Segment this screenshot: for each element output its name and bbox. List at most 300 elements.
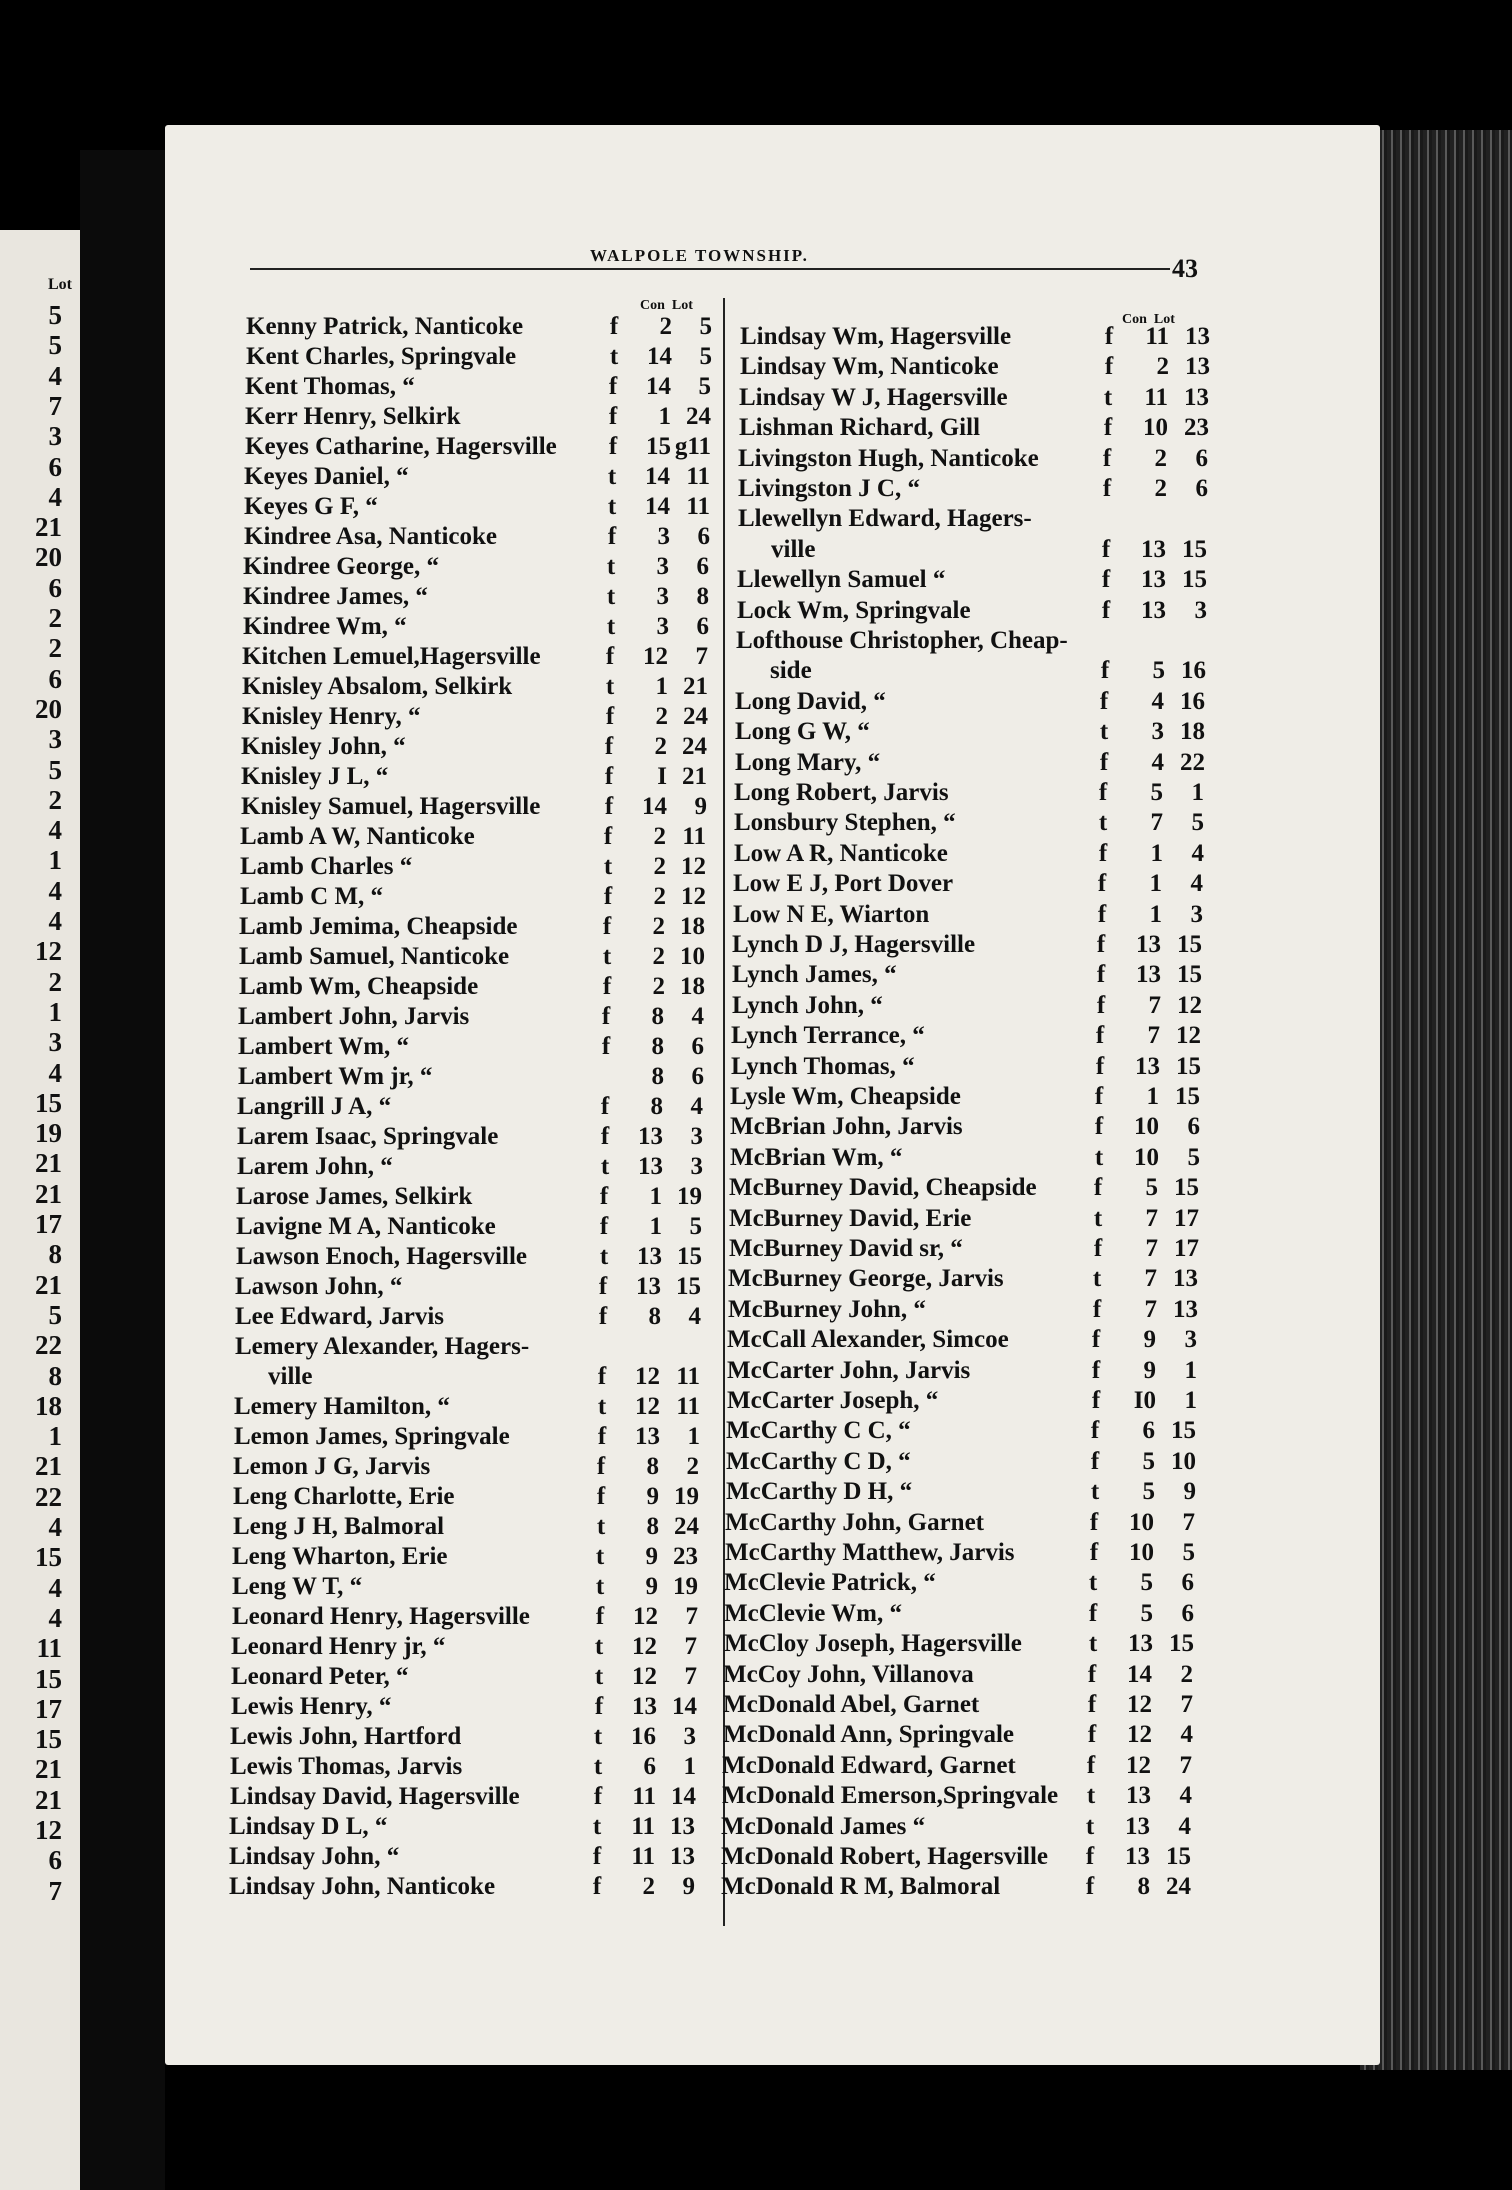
entry-concession: 5 [1150,779,1163,806]
entry-name: Leonard Peter, “ [231,1663,409,1690]
entry-lot: 8 [696,583,709,610]
entry-concession: 11 [1145,323,1169,350]
entry-tenure: f [1098,779,1108,806]
entry-name: Lynch Thomas, “ [731,1052,915,1080]
entry-lot: 4 [1180,1721,1193,1749]
directory-entry [722,1781,1196,1811]
directory-entry [236,1182,706,1212]
directory-entry [724,1568,1198,1598]
entry-name: Livingston Hugh, Nanticoke [738,444,1039,472]
entry-name: Lindsay Wm, Hagersville [740,323,1012,350]
entry-concession: 12 [632,1663,657,1690]
entry-concession: 10 [1134,1113,1159,1141]
directory-entry [241,732,711,762]
left-page-lot-number: 7 [48,1875,62,1906]
left-page-lot-number: 7 [48,390,62,421]
entry-lot: 22 [1180,748,1205,776]
entry-tenure: f [1096,991,1106,1019]
directory-entry [242,642,712,672]
entry-lot: 15 [1177,961,1202,989]
directory-entry [723,1660,1197,1690]
entry-concession: 7 [1147,1022,1160,1050]
left-page-lot-number: 21 [35,1148,62,1179]
entry-name: Lambert Wm jr, “ [238,1063,433,1090]
directory-entry [725,1508,1199,1538]
directory-entry [237,1092,707,1122]
entry-lot: 6 [696,553,709,580]
entry-tenure: t [606,613,616,640]
entry-name: Lonsbury Stephen, “ [734,809,956,837]
entry-name: Low A R, Nanticoke [734,839,948,867]
directory-entry [737,565,1211,595]
directory-entry [244,522,714,552]
entry-name: Kitchen Lemuel,Hagersville [242,643,541,670]
left-page-lot-number: 6 [48,572,62,603]
directory-entry [721,1872,1195,1902]
left-page-lot-number: 19 [35,1118,62,1149]
entry-name: Lynch James, “ [732,961,897,989]
entry-concession: 8 [646,1513,659,1540]
entry-concession: 2 [653,883,666,910]
entry-lot: 6 [1181,1599,1194,1627]
directory-entry [734,808,1208,838]
entry-lot: 7 [685,1603,698,1630]
entry-lot: 18 [1180,718,1205,746]
entry-lot: 11 [676,1363,700,1390]
entry-tenure: t [603,853,613,880]
entry-lot: 17 [1174,1204,1199,1232]
entry-lot: 6 [1187,1113,1200,1141]
entry-name: McDonald James “ [721,1812,926,1840]
entry-tenure: t [602,943,612,970]
entry-tenure: f [608,373,618,400]
left-page-lot-number: 22 [35,1481,62,1512]
directory-entry [723,1720,1197,1750]
entry-name: Kent Thomas, “ [245,373,415,400]
entry-concession: 8 [1137,1873,1150,1901]
entry-tenure: t [1085,1812,1095,1840]
entry-tenure: f [1094,1083,1104,1110]
entry-name: Lemery Hamilton, “ [234,1393,450,1420]
entry-lot: 15 [676,1273,701,1300]
entry-tenure: f [1101,596,1111,624]
left-page-lot-number: 3 [48,421,62,452]
entry-concession: 13 [635,1423,660,1450]
entry-tenure: f [1092,1295,1102,1323]
entry-concession: 15 [646,433,671,460]
entry-tenure: f [1102,444,1112,472]
entry-name: McCarthy Matthew, Jarvis [725,1539,1015,1566]
entry-concession: 13 [1141,596,1166,624]
entry-tenure: t [606,583,616,610]
entry-lot: 11 [676,1393,700,1420]
directory-entry [726,1447,1200,1477]
left-page-lot-number: 21 [35,512,62,543]
entry-concession: 5 [1142,1478,1155,1506]
entry-lot: 15 [1174,1174,1199,1202]
directory-entry [243,612,713,642]
directory-entry [234,1392,704,1422]
entry-tenure: t [1086,1782,1096,1810]
left-page-lot-number: 4 [48,906,62,936]
entry-concession: 14 [646,373,671,400]
directory-entry [242,702,712,732]
entry-name: Kindree Asa, Nanticoke [244,523,498,550]
directory-entry [246,312,716,342]
entry-name: Lindsay Wm, Nanticoke [740,353,999,381]
entry-tenure: f [1096,961,1106,989]
entry-lot: 24 [682,733,707,760]
entry-concession: 16 [631,1723,656,1750]
entry-tenure: f [1099,687,1109,715]
left-page-lot-number: 2 [48,603,62,633]
directory-entry [231,1662,701,1692]
directory-entry [729,1173,1203,1203]
entry-tenure: f [1104,323,1114,350]
left-page-lot-number: 12 [35,1815,62,1845]
entry-lot: 5 [1187,1143,1200,1171]
entry-name: McCarter John, Jarvis [727,1356,971,1384]
left-page-lot-number: 21 [35,1754,62,1785]
entry-name: Lee Edward, Jarvis [235,1303,445,1330]
entry-concession: 11 [631,1843,655,1870]
entry-tenure: f [601,1033,611,1060]
entry-name: Kenny Patrick, Nanticoke [246,313,524,340]
entry-tenure: t [600,1153,610,1180]
directory-entry [734,839,1208,869]
entry-tenure: t [609,343,619,370]
directory-entry [727,1325,1201,1355]
entry-concession: 3 [1151,718,1164,746]
entry-concession: 14 [645,463,670,490]
directory-entry [239,972,709,1002]
entry-name: McCloy Joseph, Hagersville [724,1630,1022,1658]
entry-name: Lynch John, “ [732,991,883,1019]
left-page-lot-number: 17 [35,1209,62,1239]
header-rule [250,268,1170,270]
left-page-lot-number: 4 [48,1512,62,1542]
left-page-lot-number: 8 [48,1239,62,1270]
entry-concession: 10 [1129,1539,1154,1566]
entry-concession: 9 [1143,1356,1156,1384]
entry-name: McDonald Emerson,Springvale [722,1782,1059,1810]
entry-lot: 2 [1180,1660,1193,1688]
directory-entry [240,852,710,882]
entry-lot: 17 [1174,1235,1199,1262]
entry-tenure: f [1093,1174,1103,1202]
entry-tenure: f [605,643,615,670]
directory-entry [241,762,711,792]
entry-tenure: t [1099,718,1109,746]
entry-name: Long Robert, Jarvis [734,779,949,806]
entry-name: McBrian John, Jarvis [730,1113,963,1141]
entry-tenure: t [594,1633,604,1660]
entry-tenure: f [608,403,618,430]
entry-tenure: f [604,733,614,760]
entry-concession: 8 [651,1033,664,1060]
entry-lot: 10 [1171,1447,1196,1475]
directory-entry [233,1482,703,1512]
entry-lot: 1 [687,1423,700,1450]
entry-lot: 3 [1190,900,1203,928]
directory-entry [739,383,1213,413]
directory-entry [727,1386,1201,1416]
entry-name: Lamb Samuel, Nanticoke [239,943,510,970]
entry-tenure: f [602,973,612,1000]
entry-concession: 5 [1140,1599,1153,1627]
entry-concession: 13 [1135,1052,1160,1080]
entry-concession: 7 [1145,1204,1158,1232]
entry-lot: 9 [682,1873,695,1900]
entry-name: Keyes Catharine, Hagersville [245,433,557,460]
entry-lot: 11 [682,823,706,850]
left-page-lot-number: 2 [48,633,62,664]
entry-tenure: f [1096,931,1106,958]
directory-entry [243,582,713,612]
entry-concession: 12 [632,1633,657,1660]
directory-entry [229,1842,699,1872]
entry-name: Larem John, “ [237,1153,393,1180]
entry-concession: 2 [653,823,666,850]
entry-name: Lofthouse Christopher, Cheap- [736,627,1068,654]
directory-entry [738,474,1212,504]
entry-concession: 9 [645,1543,658,1570]
entry-tenure: f [1090,1447,1100,1475]
entry-name: Lindsay W J, Hagersville [739,383,1008,411]
entry-name: McDonald Abel, Garnet [723,1691,980,1718]
entry-tenure: t [1103,383,1113,411]
directory-entry [740,322,1214,352]
left-page-lot-number: 1 [48,1421,62,1452]
entry-name: Long David, “ [735,687,886,715]
entry-lot: 15 [1182,566,1207,594]
entry-tenure: f [604,763,614,790]
directory-entry [239,912,709,942]
directory-entry [739,413,1213,443]
entry-name: Lemery Alexander, Hagers- [235,1333,530,1360]
left-page-lot-number: 8 [48,1360,62,1391]
entry-tenure: t [595,1573,605,1600]
entry-tenure: f [605,703,615,730]
directory-entry [230,1722,700,1752]
entry-tenure: f [1104,353,1114,381]
entry-lot: 24 [1166,1873,1191,1901]
left-page-lot-number: 6 [48,1845,62,1876]
entry-tenure: f [600,1093,610,1120]
entry-lot: 13 [1173,1265,1198,1293]
entry-tenure: f [1090,1417,1100,1445]
directory-entry [236,1212,706,1242]
directory-entry [731,1052,1205,1082]
entry-concession: 12 [1126,1751,1151,1779]
entry-tenure: t [607,493,617,520]
entry-tenure: f [595,1603,605,1630]
entry-concession: 12 [635,1393,660,1420]
directory-entry [244,492,714,522]
entry-lot: 11 [686,493,710,520]
left-page-lot-number: 2 [48,966,62,997]
entry-concession: 7 [1144,1265,1157,1293]
directory-entry [736,626,1210,656]
directory-entry [724,1629,1198,1659]
entry-lot: 2 [686,1453,699,1480]
left-page-lot-number: 15 [35,1663,62,1694]
entry-concession: 4 [1151,687,1164,715]
entry-name: Keyes Daniel, “ [244,463,409,490]
entry-lot: 1 [1184,1356,1197,1384]
entry-tenure: t [606,553,616,580]
entry-tenure: f [597,1363,607,1390]
entry-tenure: f [609,313,619,340]
entry-tenure: t [1088,1569,1098,1597]
entry-lot: 12 [1177,991,1202,1019]
directory-entry [245,402,715,432]
entry-concession: 5 [1145,1174,1158,1202]
directory-entry [235,1272,705,1302]
entry-lot: 6 [1181,1569,1194,1597]
entry-lot: 9 [1183,1478,1196,1506]
entry-tenure: f [592,1873,602,1900]
entry-tenure: f [603,823,613,850]
entry-lot: 12 [1176,1022,1201,1050]
entry-name: McClevie Wm, “ [724,1599,902,1627]
entry-name: Kindree George, “ [243,553,440,580]
entry-tenure: t [1092,1265,1102,1293]
entry-tenure: f [1099,748,1109,776]
directory-entry [241,792,711,822]
entry-name: Lindsay D L, “ [229,1813,388,1840]
entry-lot: 24 [683,703,708,730]
directory-entry [233,1512,703,1542]
entry-lot: 13 [1185,353,1210,381]
entry-lot: 6 [691,1063,704,1090]
page-number: 43 [1172,254,1198,283]
entry-tenure: t [1094,1143,1104,1171]
entry-concession: 14 [645,493,670,520]
entry-name: Lynch Terrance, “ [731,1022,925,1050]
entry-lot: 3 [1184,1326,1197,1354]
entry-tenure: f [1097,900,1107,928]
entry-tenure: f [604,793,614,820]
directory-entry [736,656,1210,686]
entry-lot: 13 [1173,1295,1198,1323]
entry-concession: 5 [1152,657,1165,685]
entry-name: McBrian Wm, “ [730,1143,903,1171]
directory-entry [728,1264,1202,1294]
entry-concession: 13 [1136,931,1161,958]
entry-lot: 7 [1180,1691,1193,1718]
entry-tenure: f [592,1843,602,1870]
entry-name: McBurney David sr, “ [729,1235,963,1262]
entry-concession: 1 [649,1183,662,1210]
left-page-fragment [0,230,80,2190]
entry-concession: 8 [651,1003,664,1030]
entry-concession: 14 [642,793,667,820]
entry-lot: 19 [674,1483,699,1510]
entry-name: Lamb A W, Nanticoke [240,823,475,850]
entry-lot: 5 [1182,1539,1195,1566]
entry-name: Knisley Samuel, Hagersville [241,793,541,820]
entry-name: McBurney George, Jarvis [728,1265,1004,1293]
directory-entry [733,900,1207,930]
left-page-lot-number: 6 [48,451,62,482]
con-header: Con [640,298,665,313]
entry-tenure: f [1087,1691,1097,1718]
entry-concession: 7 [1144,1295,1157,1323]
entry-lot: 18 [680,913,705,940]
entry-name: Kent Charles, Springvale [246,343,517,370]
entry-tenure: f [603,883,613,910]
entry-concession: 1 [658,403,671,430]
entry-name: Lindsay David, Hagersville [230,1783,520,1810]
entry-name: Kindree James, “ [243,583,428,610]
entry-name: Lewis John, Hartford [230,1723,462,1750]
left-page-lot-number: 18 [35,1390,62,1421]
entry-name: Lamb Charles “ [240,853,413,880]
entry-tenure: f [598,1303,608,1330]
entry-lot: 16 [1180,687,1205,715]
directory-entry [724,1599,1198,1629]
entry-concession: 13 [636,1273,661,1300]
entry-name: Lamb Jemima, Cheapside [239,913,518,940]
entry-tenure: f [1094,1113,1104,1141]
entry-concession: I [657,763,667,790]
entry-name: Lemon J G, Jarvis [233,1453,431,1480]
entry-lot: 12 [681,853,706,880]
entry-name: Lewis Henry, “ [231,1693,392,1720]
entry-tenure: t [1098,809,1108,837]
entry-name: McCall Alexander, Simcoe [727,1326,1009,1354]
entry-concession: 13 [1125,1812,1150,1840]
entry-lot: 7 [1182,1508,1195,1536]
entry-concession: 2 [652,973,665,1000]
directory-entry [234,1422,704,1452]
entry-tenure: f [1085,1873,1095,1901]
entry-concession: 3 [657,523,670,550]
directory-entry [730,1143,1204,1173]
entry-tenure: f [1097,870,1107,898]
entry-name: Livingston J C, “ [738,475,920,502]
directory-entry [238,1062,708,1092]
left-page-lot-number: 4 [48,1572,62,1603]
entry-concession: 1 [655,673,668,700]
entry-lot: 24 [674,1513,699,1540]
entry-concession: 13 [1141,566,1166,594]
directory-entry [245,372,715,402]
directory-entry [726,1477,1200,1507]
entry-tenure: f [1102,475,1112,502]
entry-lot: 3 [690,1153,703,1180]
entry-tenure: f [1095,1052,1105,1080]
entry-lot: 14 [671,1783,696,1810]
directory-entry [232,1542,702,1572]
directory-entry [730,1112,1204,1142]
entry-name: side [770,657,812,685]
entry-name: McDonald R M, Balmoral [721,1873,1001,1901]
directory-entry [238,1002,708,1032]
entry-concession: 3 [656,553,669,580]
directory-entry [734,778,1208,808]
entry-concession: 11 [1144,383,1168,411]
directory-entry [728,1295,1202,1325]
entry-concession: 2 [654,733,667,760]
entry-concession: 12 [633,1603,658,1630]
directory-entry [737,535,1211,565]
entry-tenure: f [596,1483,606,1510]
directory-entry [721,1812,1195,1842]
entry-name: Larem Isaac, Springvale [237,1123,499,1150]
entry-concession: 2 [1156,353,1169,381]
